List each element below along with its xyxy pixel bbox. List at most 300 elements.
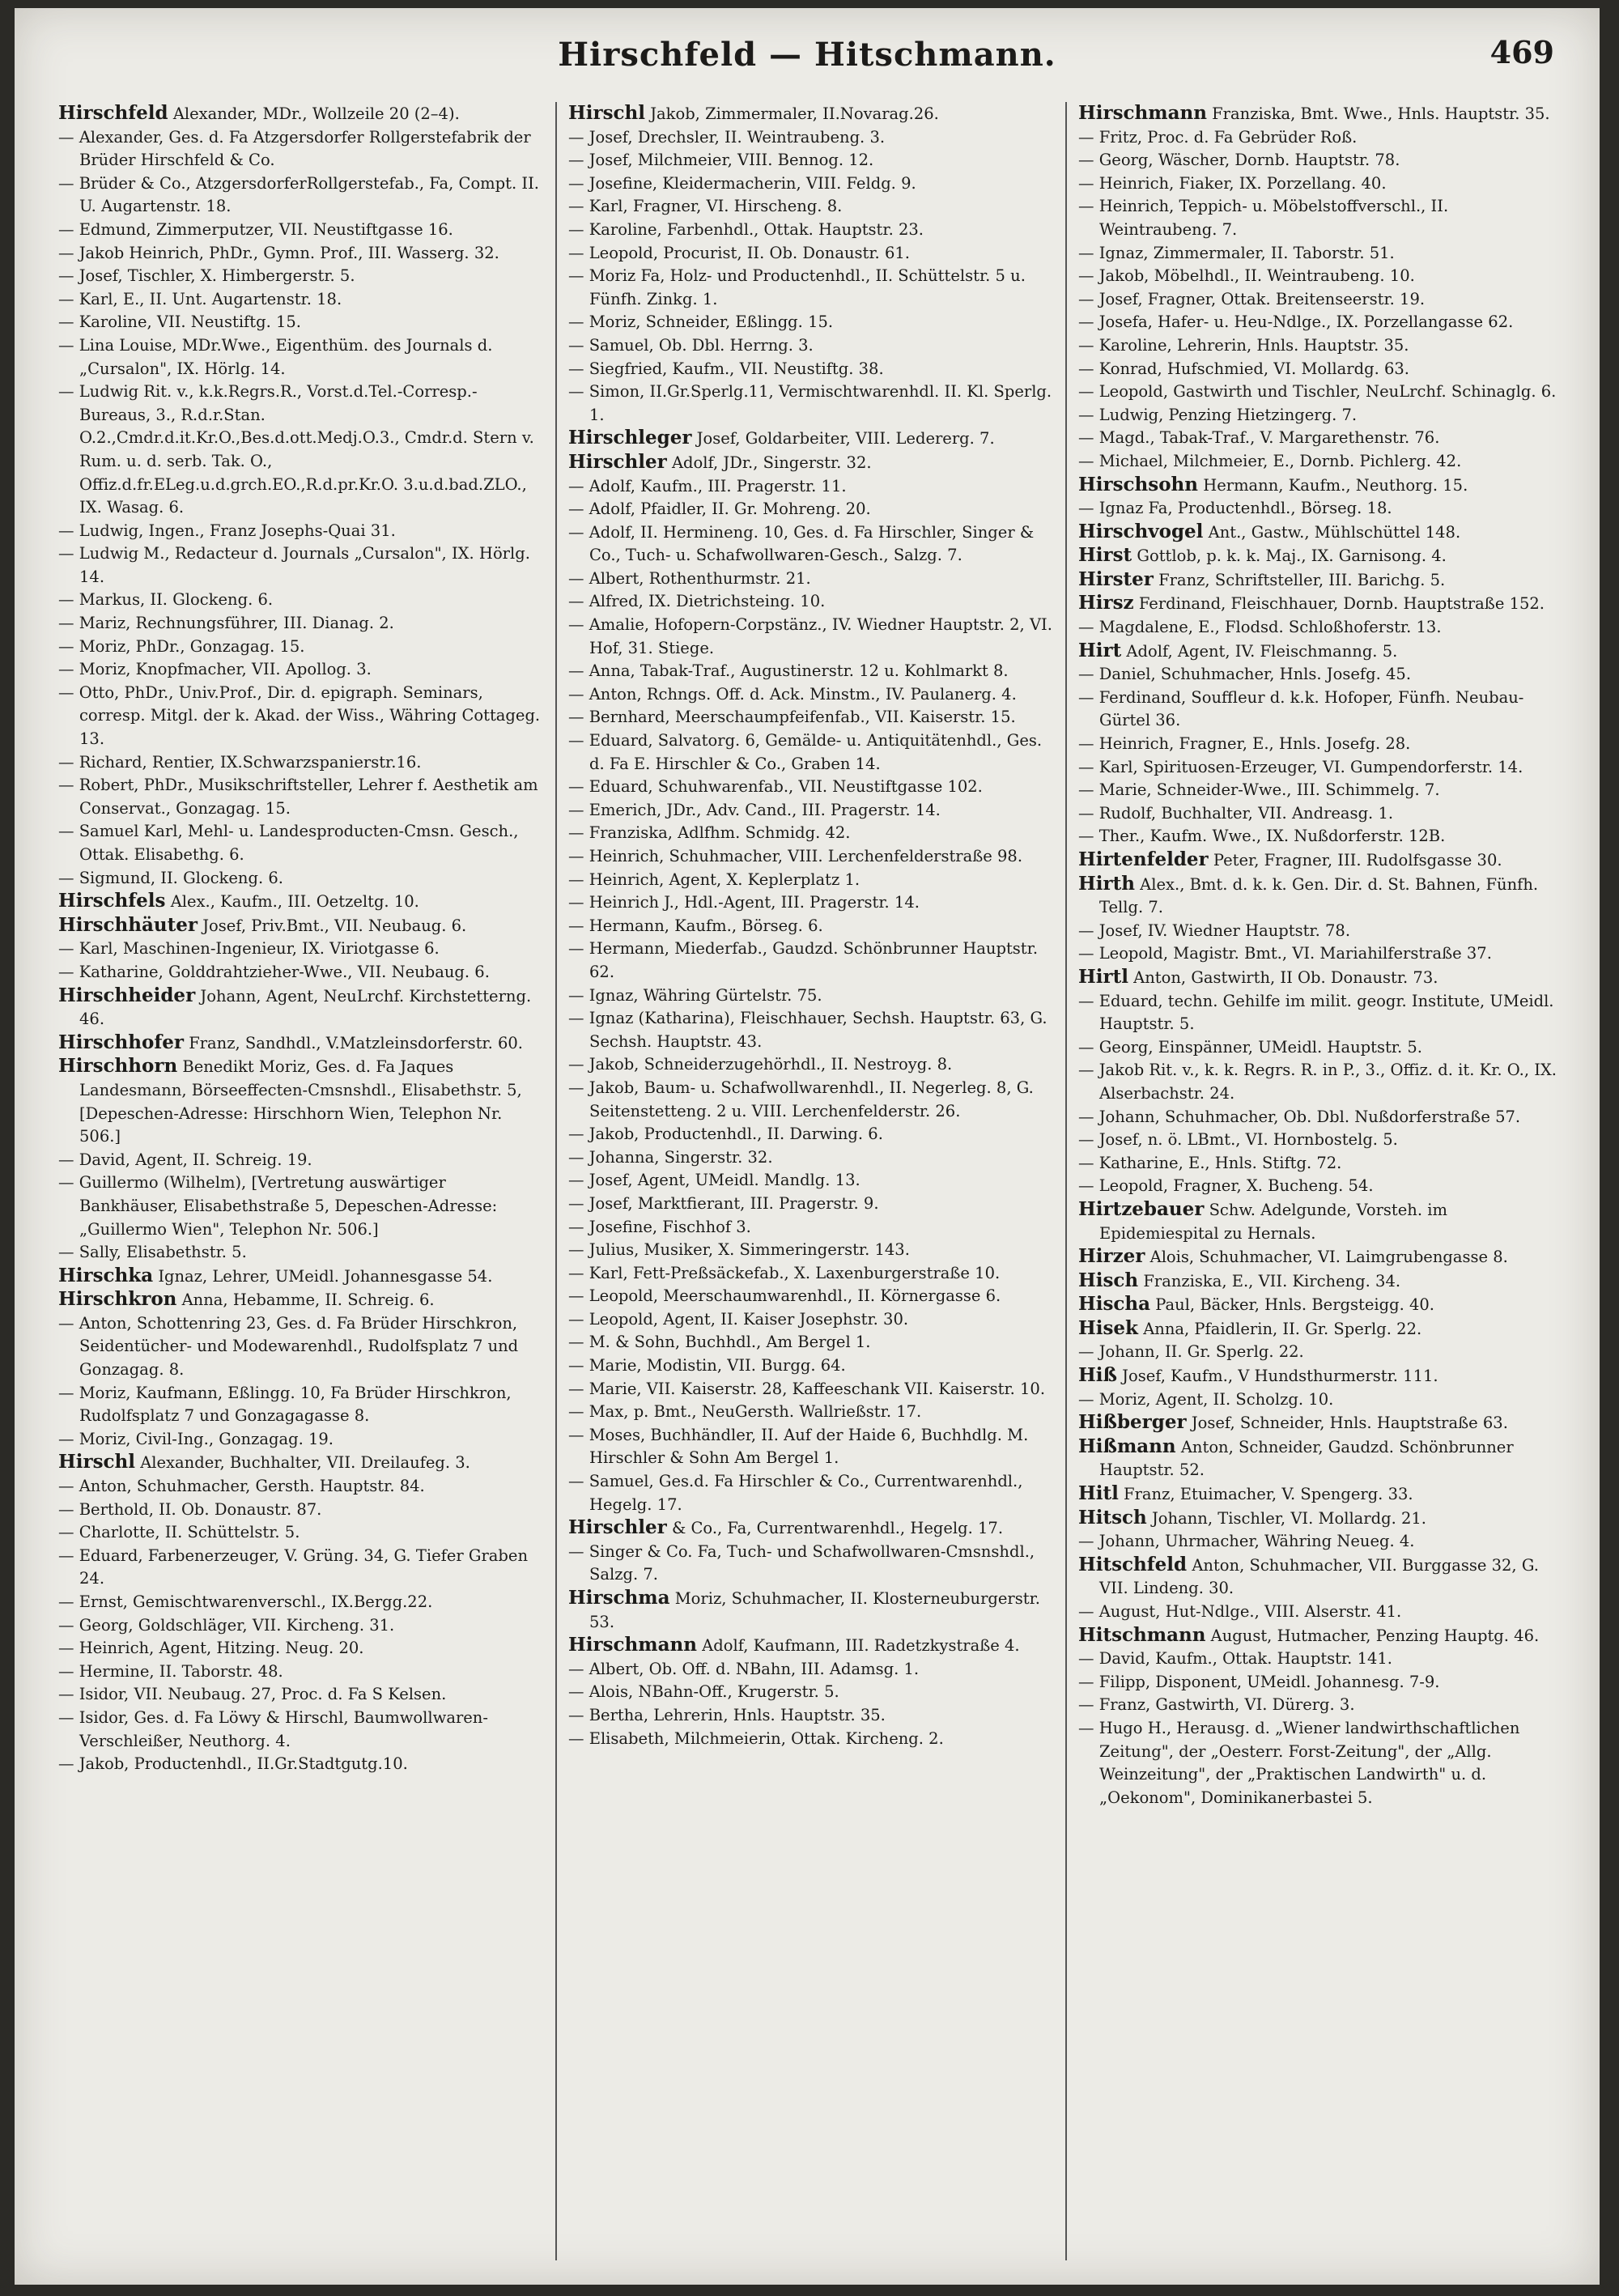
directory-entry	[568, 729, 1054, 776]
directory-entry	[568, 102, 1054, 126]
entry-dash: —	[568, 568, 589, 588]
entry-text: Anna, Pfaidlerin, II. Gr. Sperlg. 22.	[1143, 1319, 1422, 1338]
entry-text: Josef, Schneider, Hnls. Hauptstraße 63.	[1191, 1414, 1508, 1433]
directory-entry	[58, 636, 544, 659]
entry-text: Hermann, Miederfab., Gaudzd. Schönbrunner Hauptstr. 62.	[589, 939, 1039, 981]
directory-entry	[1078, 265, 1564, 288]
directory-entry	[568, 1308, 1054, 1332]
directory-entry	[58, 938, 544, 961]
entry-surname: Hirtenfelder	[1078, 848, 1209, 870]
directory-entry	[58, 1171, 544, 1241]
entry-text: Lina Louise, MDr.Wwe., Eigenthüm. des Journals d. „Cursalon", IX. Hörlg. 14.	[79, 335, 493, 378]
directory-entry	[58, 1545, 544, 1591]
entry-surname: Hirster	[1078, 568, 1154, 590]
directory-entry	[1078, 1601, 1564, 1624]
directory-entry	[568, 1728, 1054, 1751]
directory-entry	[568, 1285, 1054, 1308]
entry-surname: Hirschhofer	[58, 1031, 184, 1053]
directory-entry	[1078, 1036, 1564, 1060]
entry-dash: —	[1078, 1649, 1099, 1669]
entry-text: Katharine, E., Hnls. Stiftg. 72.	[1098, 1153, 1342, 1172]
directory-entry	[1078, 990, 1564, 1036]
directory-entry	[1078, 1129, 1564, 1152]
entry-text: David, Agent, II. Schreig. 19.	[79, 1150, 312, 1169]
entry-text: Daniel, Schuhmacher, Hnls. Josefg. 45.	[1098, 665, 1412, 684]
entry-dash: —	[1078, 1037, 1099, 1057]
directory-entry	[1078, 126, 1564, 150]
entry-text: Anna, Hebamme, II. Schreig. 6.	[181, 1290, 435, 1310]
entry-surname: Hirschhäuter	[58, 913, 198, 936]
entry-surname: Hitschmann	[1078, 1623, 1206, 1646]
entry-dash: —	[1078, 803, 1099, 823]
directory-entry	[1078, 1530, 1564, 1554]
entry-text: Moriz, Schuhmacher, II. Klosterneuburgerstr. 53.	[589, 1589, 1040, 1631]
directory-entry	[568, 265, 1054, 311]
directory-entry	[568, 242, 1054, 266]
directory-entry	[568, 1053, 1054, 1077]
entry-text: Anna, Tabak-Traf., Augustinerstr. 12 u. Kohlmarkt 8.	[589, 661, 1009, 681]
entry-text: Edmund, Zimmerputzer, VII. Neustiftgasse 16.	[79, 219, 453, 239]
entry-dash: —	[568, 708, 589, 727]
entry-dash: —	[1078, 827, 1099, 846]
directory-entry	[1078, 334, 1564, 358]
directory-entry	[1078, 172, 1564, 196]
entry-text: Alexander, MDr., Wollzeile 20 (2–4).	[172, 104, 460, 123]
directory-entry	[568, 660, 1054, 683]
entry-text: Isidor, VII. Neubaug. 27, Proc. d. Fa S Kelsen.	[79, 1685, 447, 1704]
entry-surname: Hischa	[1078, 1293, 1151, 1316]
entry-dash: —	[1078, 451, 1099, 470]
directory-entry	[568, 938, 1054, 984]
entry-text: Leopold, Procurist, II. Ob. Donaustr. 61.	[589, 243, 910, 262]
directory-entry	[58, 1241, 544, 1265]
entry-dash: —	[58, 173, 79, 193]
directory-entry	[1078, 1106, 1564, 1129]
directory-entry	[1078, 1388, 1564, 1412]
entry-dash: —	[1078, 734, 1099, 754]
entry-dash: —	[568, 777, 589, 797]
directory-entry	[58, 1265, 544, 1289]
entry-dash: —	[58, 1615, 79, 1635]
entry-text: Leopold, Meerschaumwarenhdl., II. Körnergasse 6.	[589, 1286, 1001, 1306]
entry-text: Brüder & Co., AtzgersdorferRollgerstefab., Fa, Compt. II. U. Augartenstr. 18.	[79, 173, 539, 216]
entry-text: Moriz, Civil-Ing., Gonzagag. 19.	[79, 1429, 334, 1448]
entry-text: Michael, Milchmeier, E., Dornb. Pichlerg. 42.	[1098, 451, 1462, 470]
entry-dash: —	[568, 127, 589, 147]
directory-entry	[1078, 779, 1564, 802]
entry-dash: —	[58, 1639, 79, 1658]
directory-entry	[58, 1660, 544, 1684]
entry-text: Josef, Drechsler, II. Weintraubeng. 3.	[589, 127, 886, 147]
entry-dash: —	[1078, 1130, 1099, 1150]
directory-entry	[568, 1401, 1054, 1424]
entry-dash: —	[1078, 499, 1099, 518]
entry-text: Josef, n. ö. LBmt., VI. Hornbostelg. 5.	[1098, 1130, 1398, 1150]
directory-entry	[568, 1424, 1054, 1470]
entry-dash: —	[58, 127, 79, 147]
directory-entry	[1078, 311, 1564, 334]
entry-text: Ferdinand, Souffleur d. k.k. Hofoper, Fünfh. Neubau-Gürtel 36.	[1098, 687, 1524, 730]
entry-dash: —	[1078, 359, 1099, 378]
directory-entry	[1078, 404, 1564, 427]
directory-entry	[1078, 521, 1564, 545]
entry-text: Simon, II.Gr.Sperlg.11, Vermischtwarenhdl. II. Kl. Sperlg. 1.	[589, 382, 1052, 424]
entry-dash: —	[568, 197, 589, 216]
entry-dash: —	[568, 313, 589, 332]
entry-text: Georg, Wäscher, Dornb. Hauptstr. 78.	[1098, 151, 1400, 170]
entry-dash: —	[568, 173, 589, 193]
entry-surname: Hisek	[1078, 1316, 1138, 1339]
directory-entry	[1078, 1648, 1564, 1671]
entry-dash: —	[58, 1592, 79, 1611]
entry-text: Josef, Goldarbeiter, VIII. Ledererg. 7.	[696, 429, 995, 449]
entry-dash: —	[568, 1171, 589, 1190]
entry-text: Marie, VII. Kaiserstr. 28, Kaffeeschank VII. Kaiserstr. 10.	[589, 1379, 1046, 1398]
directory-entry	[58, 774, 544, 820]
entry-text: Guillermo (Wilhelm), [Vertretung auswärtiger Bankhäuser, Elisabethstraße 5, Depeschen-Adresse: „Guillermo Wien", Telephon Nr. 506.]	[79, 1173, 498, 1239]
entry-dash: —	[58, 1429, 79, 1448]
entry-text: Berthold, II. Ob. Donaustr. 87.	[79, 1499, 322, 1519]
entry-text: Franziska, E., VII. Kircheng. 34.	[1143, 1271, 1401, 1290]
entry-text: Josef, Fragner, Ottak. Breitenseerstr. 19.	[1098, 289, 1426, 308]
entry-text: Benedikt Moriz, Ges. d. Fa Jaques Landesmann, Börseeffecten-Cmsnshdl., Elisabethstr. 5, [Depeschen-Adresse: Hirschhorn Wien, Telephon Nr. 506.]	[79, 1057, 522, 1146]
entry-dash: —	[58, 1685, 79, 1704]
entry-dash: —	[58, 243, 79, 262]
entry-dash: —	[568, 1356, 589, 1375]
entry-dash: —	[58, 636, 79, 656]
directory-entry	[568, 683, 1054, 707]
directory-entry	[58, 1288, 544, 1312]
directory-page	[15, 8, 1600, 2285]
entry-dash: —	[58, 1754, 79, 1774]
directory-entry	[58, 288, 544, 312]
entry-dash: —	[568, 823, 589, 843]
directory-entry	[58, 334, 544, 381]
entry-dash: —	[58, 1150, 79, 1169]
entry-text: Ludwig, Ingen., Franz Josephs-Quai 31.	[79, 521, 396, 540]
page-number: 469	[1489, 34, 1554, 70]
entry-text: Hugo H., Herausg. d. „Wiener landwirthschaftlichen Zeitung", der „Oesterr. Forst-Zeitung", der „Allg. Weinzeitung", der „Praktischen Landwirth" u. d. „Oekonom", Dominikanerbastei 5.	[1098, 1718, 1520, 1807]
directory-column-2	[557, 102, 1067, 2260]
entry-dash: —	[568, 1147, 589, 1167]
directory-entry	[568, 311, 1054, 334]
entry-dash: —	[568, 985, 589, 1005]
entry-surname: Hirschleger	[568, 427, 692, 449]
entry-text: Jakob Rit. v., k. k. Regrs. R. in P., 3., Offiz. d. it. Kr. O., IX. Alserbachstr. 24.	[1098, 1061, 1557, 1103]
directory-entry	[1078, 427, 1564, 450]
entry-text: Adolf, Agent, IV. Fleischmanng. 5.	[1126, 641, 1398, 661]
entry-text: Jakob Heinrich, PhDr., Gymn. Prof., III. Wasserg. 32.	[79, 243, 499, 262]
entry-text: Josef, Milchmeier, VIII. Bennog. 12.	[589, 151, 874, 170]
entry-text: Adolf, II. Hermineng. 10, Ges. d. Fa Hirschler, Singer & Co., Tuch- u. Schafwollwaren-Gesch., Salzg. 7.	[589, 522, 1035, 565]
directory-entry	[58, 1637, 544, 1660]
entry-text: Jakob, Productenhdl., II. Darwing. 6.	[589, 1125, 883, 1144]
directory-entry	[1078, 1198, 1564, 1245]
entry-surname: Hiß	[1078, 1364, 1117, 1387]
entry-surname: Hirschler	[568, 450, 667, 473]
entry-text: Hermann, Kaufm., Neuthorg. 15.	[1203, 475, 1468, 495]
entry-text: Adolf, JDr., Singerstr. 32.	[671, 453, 872, 472]
entry-text: Ferdinand, Fleischhauer, Dornb. Hauptstraße 152.	[1138, 594, 1545, 614]
entry-text: Heinrich, Schuhmacher, VIII. Lerchenfelderstraße 98.	[589, 847, 1023, 865]
entry-text: Konrad, Hufschmied, VI. Mollardg. 63.	[1098, 359, 1409, 378]
entry-dash: —	[1078, 687, 1099, 707]
directory-entry	[568, 126, 1054, 150]
entry-text: Karl, Fett-Preßsäckefab., X. Laxenburgerstraße 10.	[589, 1263, 1001, 1282]
entry-text: Anton, Schneider, Gaudzd. Schönbrunner Hauptstr. 52.	[1099, 1437, 1514, 1480]
entry-dash: —	[1078, 173, 1099, 193]
entry-text: Ignaz (Katharina), Fleischhauer, Sechsh. Hauptstr. 63, G. Sechsh. Hauptstr. 43.	[589, 1009, 1047, 1051]
entry-text: Fritz, Proc. d. Fa Gebrüder Roß.	[1098, 127, 1358, 147]
directory-entry	[58, 1149, 544, 1172]
entry-text: Karoline, Farbenhdl., Ottak. Hauptstr. 23.	[589, 219, 924, 239]
directory-entry	[58, 890, 544, 914]
entry-dash: —	[1078, 1061, 1099, 1080]
entry-dash: —	[58, 1383, 79, 1402]
entry-dash: —	[58, 313, 79, 332]
entry-dash: —	[58, 752, 79, 772]
entry-dash: —	[568, 592, 589, 611]
entry-dash: —	[58, 660, 79, 679]
running-title: Hirschfeld — Hitschmann.	[558, 36, 1056, 74]
entry-dash: —	[58, 1499, 79, 1519]
directory-entry	[1078, 1671, 1564, 1694]
entry-dash: —	[568, 916, 589, 935]
entry-dash: —	[568, 1728, 589, 1748]
entry-dash: —	[58, 1243, 79, 1262]
directory-entry	[1078, 687, 1564, 733]
entry-text: Ignaz, Lehrer, UMeidl. Johannesgasse 54.	[158, 1266, 493, 1286]
entry-text: Amalie, Hofopern-Corpstänz., IV. Wiedner Hauptstr. 2, VI. Hof, 31. Stiege.	[589, 615, 1052, 657]
entry-surname: Hirtl	[1078, 965, 1128, 988]
directory-entry	[568, 1704, 1054, 1728]
directory-entry	[568, 822, 1054, 845]
entry-dash: —	[568, 684, 589, 704]
entry-text: Eduard, Salvatorg. 6, Gemälde- u. Antiquitätenhdl., Ges. d. Fa E. Hirschler & Co., Graben 14.	[589, 731, 1043, 773]
entry-dash: —	[568, 1217, 589, 1236]
entry-dash: —	[1078, 1176, 1099, 1196]
directory-entry	[58, 542, 544, 589]
directory-entry	[1078, 1269, 1564, 1294]
entry-surname: Hirtzebauer	[1078, 1197, 1205, 1220]
directory-entry	[1078, 616, 1564, 640]
directory-entry	[58, 242, 544, 266]
entry-text: Johanna, Singerstr. 32.	[589, 1147, 773, 1167]
entry-text: Julius, Musiker, X. Simmeringerstr. 143.	[589, 1240, 910, 1260]
entry-text: Jakob, Möbelhdl., II. Weintraubeng. 10.	[1098, 266, 1415, 286]
entry-text: Alex., Bmt. d. k. k. Gen. Dir. d. St. Bahnen, Fünfh. Tellg. 7.	[1099, 874, 1539, 917]
entry-text: Jakob, Baum- u. Schafwollwarenhdl., II. Negerleg. 8, G. Seitenstetteng. 2 u. VIII. Lerchenfelderstr. 26.	[589, 1078, 1034, 1120]
entry-text: Karl, E., II. Unt. Augartenstr. 18.	[79, 289, 342, 308]
directory-entry	[58, 682, 544, 751]
directory-entry	[58, 1591, 544, 1614]
entry-dash: —	[568, 1309, 589, 1329]
entry-dash: —	[58, 939, 79, 959]
entry-dash: —	[1078, 665, 1099, 684]
entry-dash: —	[1078, 313, 1099, 332]
entry-surname: Hirth	[1078, 872, 1135, 895]
entry-text: Franz, Schriftsteller, III. Barichg. 5.	[1158, 570, 1446, 589]
entry-text: Heinrich, Fragner, E., Hnls. Josefg. 28.	[1098, 734, 1411, 754]
entry-dash: —	[568, 661, 589, 681]
entry-text: Franziska, Bmt. Wwe., Hnls. Hauptstr. 35.	[1212, 104, 1550, 123]
directory-entry	[1078, 149, 1564, 172]
directory-entry	[568, 427, 1054, 451]
entry-text: Jakob, Zimmermaler, II.Novarag.26.	[650, 104, 939, 123]
entry-text: Sally, Elisabethstr. 5.	[79, 1243, 247, 1262]
entry-dash: —	[58, 289, 79, 308]
entry-dash: —	[568, 1705, 589, 1724]
directory-entry	[58, 820, 544, 866]
entry-dash: —	[568, 800, 589, 819]
entry-dash: —	[568, 1193, 589, 1213]
entry-text: & Co., Fa, Currentwarenhdl., Hegelg. 17.	[671, 1519, 1004, 1538]
directory-entry	[1078, 1175, 1564, 1198]
directory-entry	[1078, 358, 1564, 381]
entry-dash: —	[568, 1425, 589, 1444]
directory-entry	[58, 961, 544, 984]
directory-entry	[58, 612, 544, 636]
entry-text: Moriz Fa, Holz- und Productenhdl., II. Schüttelstr. 5 u. Fünfh. Zinkg. 1.	[589, 266, 1026, 308]
directory-entry	[568, 1239, 1054, 1262]
entry-text: Josefine, Fischhof 3.	[589, 1217, 751, 1236]
entry-dash: —	[58, 335, 79, 355]
entry-dash: —	[568, 1240, 589, 1260]
entry-dash: —	[568, 1078, 589, 1097]
directory-entry	[58, 751, 544, 775]
entry-dash: —	[1078, 618, 1099, 637]
entry-text: Moses, Buchhändler, II. Auf der Haide 6, Buchhdlg. M. Hirschler & Sohn Am Bergel 1.	[589, 1425, 1029, 1468]
entry-surname: Hirschhorn	[58, 1055, 178, 1078]
directory-entry	[58, 102, 544, 126]
directory-entry	[568, 358, 1054, 381]
entry-text: Robert, PhDr., Musikschriftsteller, Lehrer f. Aesthetik am Conservat., Gonzagag. 15.	[79, 776, 538, 818]
entry-dash: —	[568, 1055, 589, 1074]
entry-dash: —	[58, 776, 79, 795]
entry-dash: —	[1078, 991, 1099, 1010]
entry-text: Alex., Kaufm., III. Oetzeltg. 10.	[170, 892, 419, 912]
entry-dash: —	[568, 847, 589, 865]
entry-dash: —	[568, 359, 589, 378]
directory-entry	[58, 172, 544, 219]
entry-dash: —	[58, 1313, 79, 1333]
entry-dash: —	[1078, 197, 1099, 216]
entry-text: Karl, Fragner, VI. Hirscheng. 8.	[589, 197, 843, 216]
entry-dash: —	[568, 1402, 589, 1422]
directory-entry	[58, 219, 544, 242]
entry-text: Franz, Sandhdl., V.Matzleinsdorferstr. 60.	[189, 1033, 524, 1052]
entry-dash: —	[1078, 266, 1099, 286]
entry-surname: Hirschfels	[58, 890, 166, 912]
entry-text: Georg, Einspänner, UMeidl. Hauptstr. 5.	[1098, 1037, 1422, 1057]
entry-text: Adolf, Kaufm., III. Pragerstr. 11.	[589, 476, 847, 495]
entry-text: Otto, PhDr., Univ.Prof., Dir. d. epigraph. Seminars, corresp. Mitgl. der k. Akad. der Wiss., Währing Cottageg. 13.	[79, 682, 541, 749]
entry-surname: Hirschheider	[58, 984, 196, 1006]
directory-column-1	[47, 102, 557, 2260]
entry-text: Isidor, Ges. d. Fa Löwy & Hirschl, Baumwollwaren-Verschleißer, Neuthorg. 4.	[79, 1707, 488, 1750]
entry-surname: Hirschvogel	[1078, 520, 1204, 542]
directory-entry	[568, 590, 1054, 614]
entry-text: Leopold, Magistr. Bmt., VI. Mariahilferstraße 37.	[1098, 944, 1492, 963]
entry-dash: —	[568, 500, 589, 519]
entry-surname: Hirschma	[568, 1587, 670, 1609]
directory-entry	[1078, 1152, 1564, 1176]
directory-entry	[1078, 920, 1564, 943]
entry-text: Josef, IV. Wiedner Hauptstr. 78.	[1098, 921, 1351, 940]
entry-text: Anton, Rchngs. Off. d. Ack. Minstm., IV. Paulanerg. 4.	[589, 684, 1017, 704]
entry-dash: —	[1078, 151, 1099, 170]
entry-dash: —	[1078, 757, 1099, 776]
entry-dash: —	[568, 522, 589, 542]
directory-entry	[58, 311, 544, 334]
directory-entry	[568, 1634, 1054, 1658]
directory-entry	[568, 1123, 1054, 1146]
directory-entry	[1078, 733, 1564, 756]
directory-entry	[568, 1262, 1054, 1286]
entry-surname: Hirschmann	[568, 1634, 697, 1656]
directory-entry	[568, 1146, 1054, 1170]
directory-entry	[1078, 640, 1564, 664]
directory-entry	[1078, 381, 1564, 404]
entry-text: Marie, Schneider-Wwe., III. Schimmelg. 7.	[1098, 780, 1440, 800]
entry-dash: —	[1078, 780, 1099, 800]
entry-dash: —	[568, 893, 589, 912]
directory-entry	[568, 1658, 1054, 1682]
entry-surname: Hitl	[1078, 1482, 1119, 1505]
entry-text: Katharine, Golddrahtzieher-Wwe., VII. Neubaug. 6.	[79, 962, 490, 981]
entry-text: Alexander, Buchhalter, VII. Dreilaufeg. 3.	[140, 1453, 470, 1473]
directory-entry	[1078, 1435, 1564, 1482]
entry-text: Ignaz Fa, Productenhdl., Börseg. 18.	[1098, 499, 1392, 518]
directory-entry	[58, 1707, 544, 1753]
entry-surname: Hißmann	[1078, 1435, 1176, 1457]
entry-surname: Hisch	[1078, 1269, 1139, 1291]
directory-entry	[58, 265, 544, 288]
directory-entry	[1078, 1293, 1564, 1317]
entry-dash: —	[568, 476, 589, 495]
entry-text: Emerich, JDr., Adv. Cand., III. Pragerstr. 14.	[589, 800, 941, 819]
directory-entry	[1078, 966, 1564, 990]
entry-surname: Hirschkron	[58, 1288, 177, 1311]
entry-text: Leopold, Gastwirth und Tischler, NeuLrchf. Schinaglg. 6.	[1098, 382, 1557, 402]
entry-dash: —	[58, 822, 79, 841]
entry-dash: —	[568, 382, 589, 402]
directory-entry	[568, 614, 1054, 660]
entry-text: Hermine, II. Taborstr. 48.	[79, 1661, 283, 1681]
directory-entry	[1078, 1624, 1564, 1648]
entry-text: Johann, Tischler, VI. Mollardg. 21.	[1151, 1508, 1427, 1528]
entry-dash: —	[568, 1009, 589, 1028]
directory-entry	[1078, 1507, 1564, 1531]
entry-dash: —	[568, 1125, 589, 1144]
directory-entry	[58, 1451, 544, 1475]
entry-dash: —	[1078, 1672, 1099, 1691]
entry-text: Franz, Gastwirth, VI. Dürerg. 3.	[1098, 1695, 1355, 1715]
directory-entry	[568, 219, 1054, 242]
entry-text: Alois, NBahn-Off., Krugerstr. 5.	[589, 1682, 839, 1702]
entry-dash: —	[568, 266, 589, 286]
entry-text: Leopold, Fragner, X. Bucheng. 54.	[1098, 1176, 1374, 1196]
directory-entry	[568, 1587, 1054, 1634]
entry-surname: Hirschmann	[1078, 102, 1207, 124]
entry-text: Magd., Tabak-Traf., V. Margarethenstr. 76.	[1098, 428, 1440, 448]
directory-entry	[568, 706, 1054, 729]
directory-entry	[58, 1521, 544, 1545]
directory-entry	[568, 1077, 1054, 1123]
directory-entry	[1078, 1694, 1564, 1717]
entry-dash: —	[58, 266, 79, 286]
entry-text: Josef, Marktfierant, III. Pragerstr. 9.	[589, 1193, 879, 1213]
